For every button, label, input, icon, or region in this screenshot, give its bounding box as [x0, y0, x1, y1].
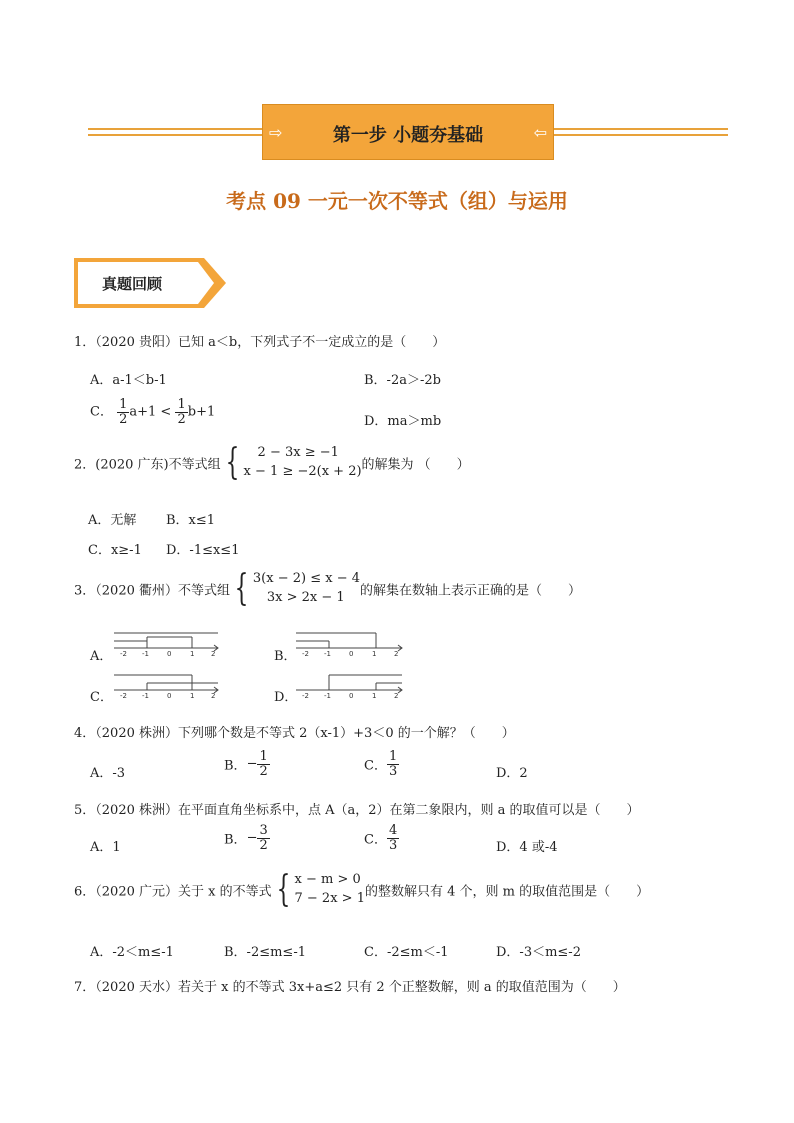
q2-option-b: B．x≤1 — [166, 513, 216, 528]
q4-c-label: C． — [364, 758, 387, 774]
q3-option-b-number-line — [294, 630, 406, 658]
tick-label: -1 — [142, 650, 149, 658]
tick-label: 2 — [394, 650, 399, 658]
brace-icon: { — [234, 567, 249, 609]
q5-option-c — [364, 824, 399, 852]
q3-line1: 3(x − 2) ≤ x − 4 — [252, 571, 360, 586]
left-arrow-icon: ⇦ — [533, 123, 547, 142]
tick-label: -2 — [302, 692, 309, 700]
q6-line1: x − m > 0 — [294, 872, 361, 887]
q3-option-d-label: D． — [274, 690, 298, 705]
q1-option-c — [90, 398, 215, 426]
frac-den: 2 — [119, 411, 128, 427]
tick-label: 0 — [167, 650, 172, 658]
tick-label: -2 — [120, 692, 127, 700]
frac-num: 1 — [259, 749, 268, 764]
brace-icon: { — [225, 441, 239, 483]
q4-b-fraction — [257, 750, 269, 778]
frac-num: 1 — [119, 397, 128, 412]
q5-option-a: A．1 — [90, 840, 121, 855]
q4-c-fraction — [387, 750, 399, 778]
right-arrow-icon: ⇨ — [269, 123, 283, 142]
q4-option-a: A．-3 — [90, 766, 126, 781]
q5-b-fraction — [257, 824, 269, 852]
frac-den: 3 — [388, 837, 398, 853]
tick-label: 0 — [167, 692, 172, 700]
q5-c-label: C． — [364, 832, 387, 848]
banner-line-left-bottom — [88, 134, 262, 136]
q1-option-d: D．ma＞mb — [364, 414, 442, 429]
q2-option-c: C．x≥-1 — [88, 543, 142, 558]
q3-option-c-number-line — [112, 672, 222, 700]
tick-label: -2 — [120, 650, 127, 658]
banner-line-right-bottom — [554, 134, 728, 136]
question-5-stem: 5．（2020 株洲）在平面直角坐标系中，点 A（a，2）在第二象限内，则 a 的取值可以是（ ） — [74, 803, 640, 818]
q3-option-a-number-line — [112, 630, 222, 658]
q6-option-d: D．-3＜m≤-2 — [496, 945, 581, 960]
q6-pre: 6．（2020 广元）关于 x 的不等式 — [74, 884, 272, 900]
page-title: 考点 09 一元一次不等式（组）与运用 — [226, 189, 568, 213]
q6-option-c: C．-2≤m＜-1 — [364, 945, 449, 960]
frac-den: 2 — [259, 763, 268, 779]
frac-num: 1 — [177, 397, 186, 412]
step-banner — [262, 104, 554, 160]
tick-label: 0 — [349, 692, 354, 700]
q1-option-c-label: C． — [90, 404, 113, 420]
q5-option-d: D．4 或-4 — [496, 840, 558, 855]
q5-b-sign: − — [246, 830, 258, 846]
q5-b-label: B． — [224, 832, 247, 848]
q5-option-b — [224, 824, 270, 852]
q6-post: 的整数解只有 4 个，则 m 的取值范围是（ ） — [364, 884, 650, 900]
tick-label: -2 — [302, 650, 309, 658]
q6-line2: 7 − 2x > 1 — [294, 890, 365, 906]
tick-label: 1 — [372, 650, 377, 658]
tick-label: 1 — [190, 650, 195, 658]
tick-label: 2 — [394, 692, 399, 700]
tick-label: 2 — [211, 692, 216, 700]
q3-system — [253, 570, 360, 608]
tick-label: 2 — [211, 650, 216, 658]
q3-pre: 3．（2020 衢州）不等式组 — [74, 583, 230, 599]
frac-den: 3 — [388, 763, 398, 779]
q3-option-d-number-line — [294, 672, 406, 700]
frac-den: 2 — [259, 837, 268, 853]
banner-title: 第一步 小题夯基础 — [332, 125, 484, 146]
question-3-stem — [74, 567, 582, 609]
tick-label: 1 — [190, 692, 195, 700]
q4-option-d: D．2 — [496, 766, 528, 781]
q1-c-mid: a+1 < — [129, 404, 172, 420]
q2-line1: 2 − 3x ≥ −1 — [257, 445, 339, 460]
q2-option-a: A．无解 — [88, 513, 137, 528]
q1-c-fraction-2 — [175, 398, 187, 426]
q1-option-a: A．a-1＜b-1 — [90, 373, 167, 388]
question-7-stem: 7．（2020 天水）若关于 x 的不等式 3x+a≤2 只有 2 个正整数解，则 a 的取值范围为（ ） — [74, 980, 626, 995]
question-2-stem — [74, 441, 470, 483]
q6-option-a: A．-2＜m≤-1 — [90, 945, 174, 960]
q3-post: 的解集在数轴上表示正确的是（ ） — [360, 583, 582, 599]
tick-label: -1 — [324, 692, 331, 700]
frac-num: 3 — [259, 823, 268, 838]
q4-option-b — [224, 750, 270, 778]
section-tab — [74, 258, 226, 308]
question-1-stem: 1．（2020 贵阳）已知 a＜b，下列式子不一定成立的是（ ） — [74, 335, 446, 350]
tick-label: -1 — [142, 692, 149, 700]
q3-option-c-label: C． — [90, 690, 113, 705]
banner-line-right-top — [554, 128, 728, 130]
q3-line2: 3x > 2x − 1 — [266, 589, 345, 605]
q2-pre: 2．(2020 广东)不等式组 — [74, 457, 221, 473]
tick-label: 0 — [349, 650, 354, 658]
brace-icon: { — [276, 868, 290, 910]
q4-b-sign: − — [246, 756, 258, 772]
q6-system — [295, 871, 365, 909]
q5-c-fraction — [387, 824, 399, 852]
frac-num: 1 — [388, 749, 398, 764]
q2-post: 的解集为 （ ） — [361, 457, 470, 473]
q2-system — [244, 444, 362, 482]
tick-label: 1 — [372, 692, 377, 700]
q2-option-d: D．-1≤x≤1 — [166, 543, 240, 558]
q6-option-b: B．-2≤m≤-1 — [224, 945, 306, 960]
frac-den: 2 — [177, 411, 186, 427]
q4-b-label: B． — [224, 758, 247, 774]
q3-option-a-label: A． — [90, 649, 113, 664]
tick-label: -1 — [324, 650, 331, 658]
q1-option-b: B．-2a＞-2b — [364, 373, 441, 388]
q2-line2: x − 1 ≥ −2(x + 2) — [243, 463, 362, 479]
frac-num: 4 — [388, 823, 398, 838]
section-label: 真题回顾 — [102, 275, 163, 293]
q3-option-b-label: B． — [274, 649, 297, 664]
q1-c-fraction-1 — [117, 398, 129, 426]
question-6-stem — [74, 868, 650, 910]
q1-c-end: b+1 — [187, 404, 216, 420]
question-4-stem: 4．（2020 株洲）下列哪个数是不等式 2（x-1）+3＜0 的一个解？（ ） — [74, 726, 515, 741]
q4-option-c — [364, 750, 399, 778]
banner-line-left-top — [88, 128, 262, 130]
